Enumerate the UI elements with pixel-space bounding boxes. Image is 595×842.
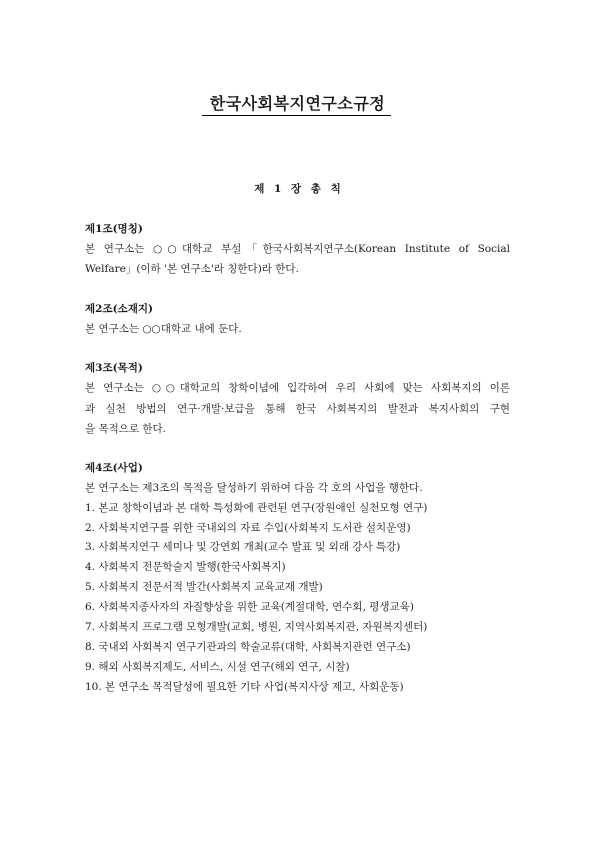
- list-item: 8. 국내외 사회복지 연구기관과의 학술교류(대학, 사회복지관련 연구소): [85, 641, 411, 653]
- document-title: 한국사회복지연구소규정: [209, 94, 386, 113]
- article-4-heading: 제4조(사업): [85, 462, 143, 474]
- article-1-line-2: Welfare」(이하 '본 연구소'라 칭한다)라 한다.: [85, 263, 299, 275]
- article-2-heading: 제2조(소재지): [85, 303, 153, 315]
- list-item: 7. 사회복지 프로그램 모형개발(교회, 병원, 지역사회복지관, 자원복지센터): [85, 621, 428, 633]
- list-item: 1. 본교 창학이념과 본 대학 특성화에 관련된 연구(장원애인 실천모형 연구): [85, 502, 428, 514]
- title-underline: [202, 115, 391, 116]
- list-item: 4. 사회복지 전문학술지 발행(한국사회복지): [85, 561, 286, 573]
- article-3-line-2: 과 실천 방법의 연구·개발·보급을 통해 한국 사회복지의 발전과 복지사회의 구현: [85, 403, 510, 415]
- list-item: 9. 해외 사회복지제도, 서비스, 시설 연구(해외 연구, 시찰): [85, 661, 350, 673]
- article-3-line-1: 본 연구소는 ○○대학교의 창학이념에 입각하여 우리 사회에 맞는 사회복지의 이론: [85, 382, 510, 394]
- article-4-intro: 본 연구소는 제3조의 목적을 달성하기 위하여 다음 각 호의 사업을 행한다.: [85, 482, 423, 494]
- article-1-line-1: 본 연구소는 ○○대학교 부설「한국사회복지연구소(Korean Institute of Social: [85, 243, 510, 255]
- list-item: 10. 본 연구소 목적달성에 필요한 기타 사업(복지사상 제고, 사회운동): [85, 681, 404, 693]
- article-1-heading: 제1조(명칭): [85, 223, 143, 235]
- chapter-heading: 제 1 장 총 칙: [254, 183, 341, 195]
- article-3-line-3: 을 목적으로 한다.: [85, 423, 167, 435]
- list-item: 6. 사회복지종사자의 자질향상을 위한 교육(계절대학, 연수회, 평생교육): [85, 601, 414, 613]
- list-item: 5. 사회복지 전문서적 발간(사회복지 교육교재 개발): [85, 581, 323, 593]
- list-item: 2. 사회복지연구를 위한 국내외의 자료 수입(사회복지 도서관 설치운영): [85, 522, 411, 534]
- article-3-heading: 제3조(목적): [85, 362, 143, 374]
- list-item: 3. 사회복지연구 세미나 및 강연회 개최(교수 발표 및 외래 강사 특강): [85, 541, 401, 553]
- article-2-line-1: 본 연구소는 ○○대학교 내에 둔다.: [85, 323, 242, 335]
